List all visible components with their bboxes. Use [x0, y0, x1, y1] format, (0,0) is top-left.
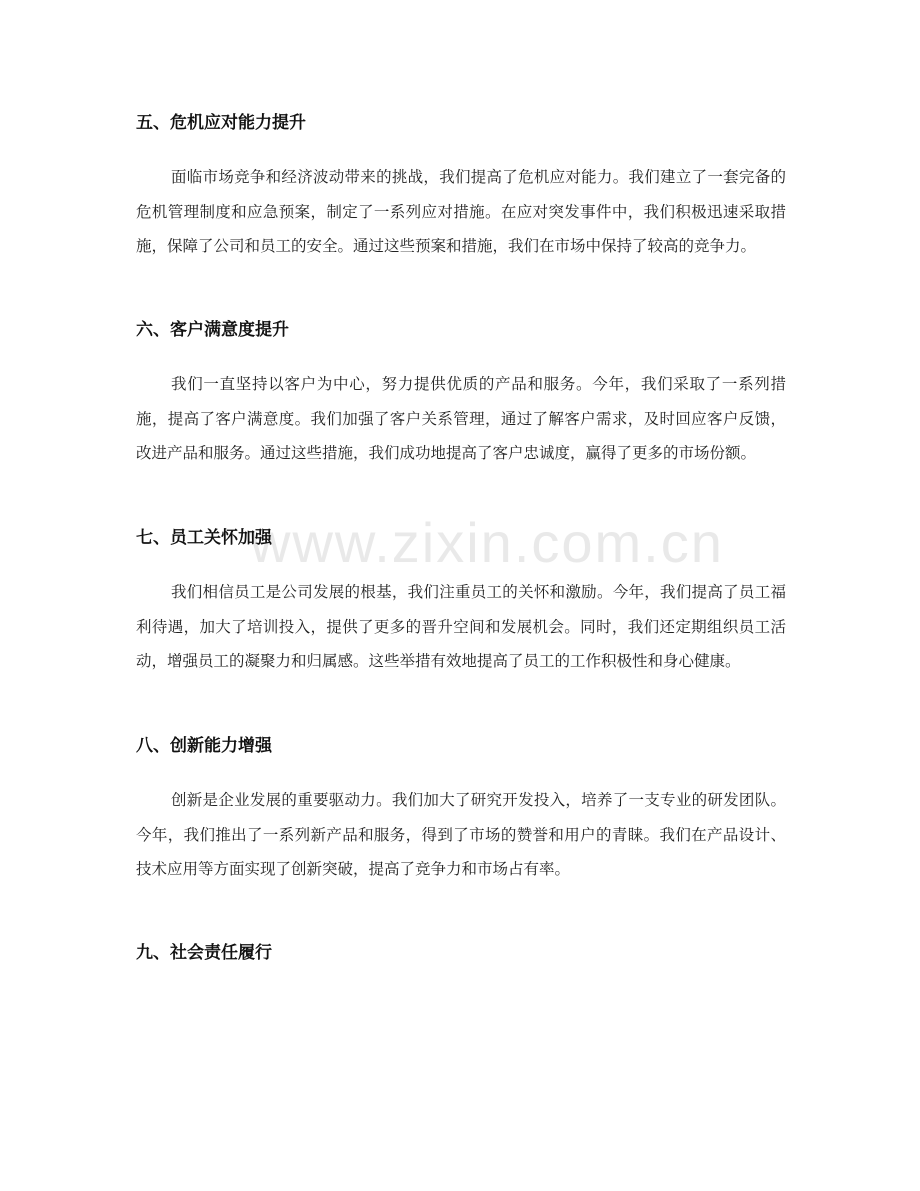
section-heading: 九、社会责任履行 — [136, 943, 272, 963]
section-heading: 八、创新能力增强 — [136, 736, 272, 756]
section-paragraph: 我们一直坚持以客户为中心，努力提供优质的产品和服务。今年，我们采取了一系列措施，提高了客户满意度。我们加强了客户关系管理，通过了解客户需求，及时回应客户反馈，改进产品和服务。通过这些措施，我们成功地提高了客户忠诚度，赢得了更多的市场份额。 — [136, 375, 786, 462]
section-paragraph: 创新是企业发展的重要驱动力。我们加大了研究开发投入，培养了一支专业的研发团队。今年，我们推出了一系列新产品和服务，得到了市场的赞誉和用户的青睐。我们在产品设计、技术应用等方面实现了创新突破，提高了竞争力和市场占有率。 — [136, 791, 786, 878]
section-paragraph: 面临市场竞争和经济波动带来的挑战，我们提高了危机应对能力。我们建立了一套完备的危机管理制度和应急预案，制定了一系列应对措施。在应对突发事件中，我们积极迅速采取措施，保障了公司和员工的安全。通过这些预案和措施，我们在市场中保持了较高的竞争力。 — [136, 168, 786, 255]
section-heading: 六、客户满意度提升 — [136, 320, 289, 340]
section-customer-satisfaction — [136, 320, 786, 471]
section-employee-care — [136, 528, 786, 679]
watermark: www.zixin.com.cn — [250, 511, 724, 574]
section-heading: 七、员工关怀加强 — [136, 528, 272, 548]
section-heading: 五、危机应对能力提升 — [136, 113, 306, 133]
section-innovation — [136, 736, 786, 887]
section-paragraph: 我们相信员工是公司发展的根基，我们注重员工的关怀和激励。今年，我们提高了员工福利待遇，加大了培训投入，提供了更多的晋升空间和发展机会。同时，我们还定期组织员工活动，增强员工的凝聚力和归属感。这些举措有效地提高了员工的工作积极性和身心健康。 — [136, 583, 786, 670]
section-social-responsibility — [136, 943, 786, 963]
section-crisis-response — [136, 113, 786, 264]
